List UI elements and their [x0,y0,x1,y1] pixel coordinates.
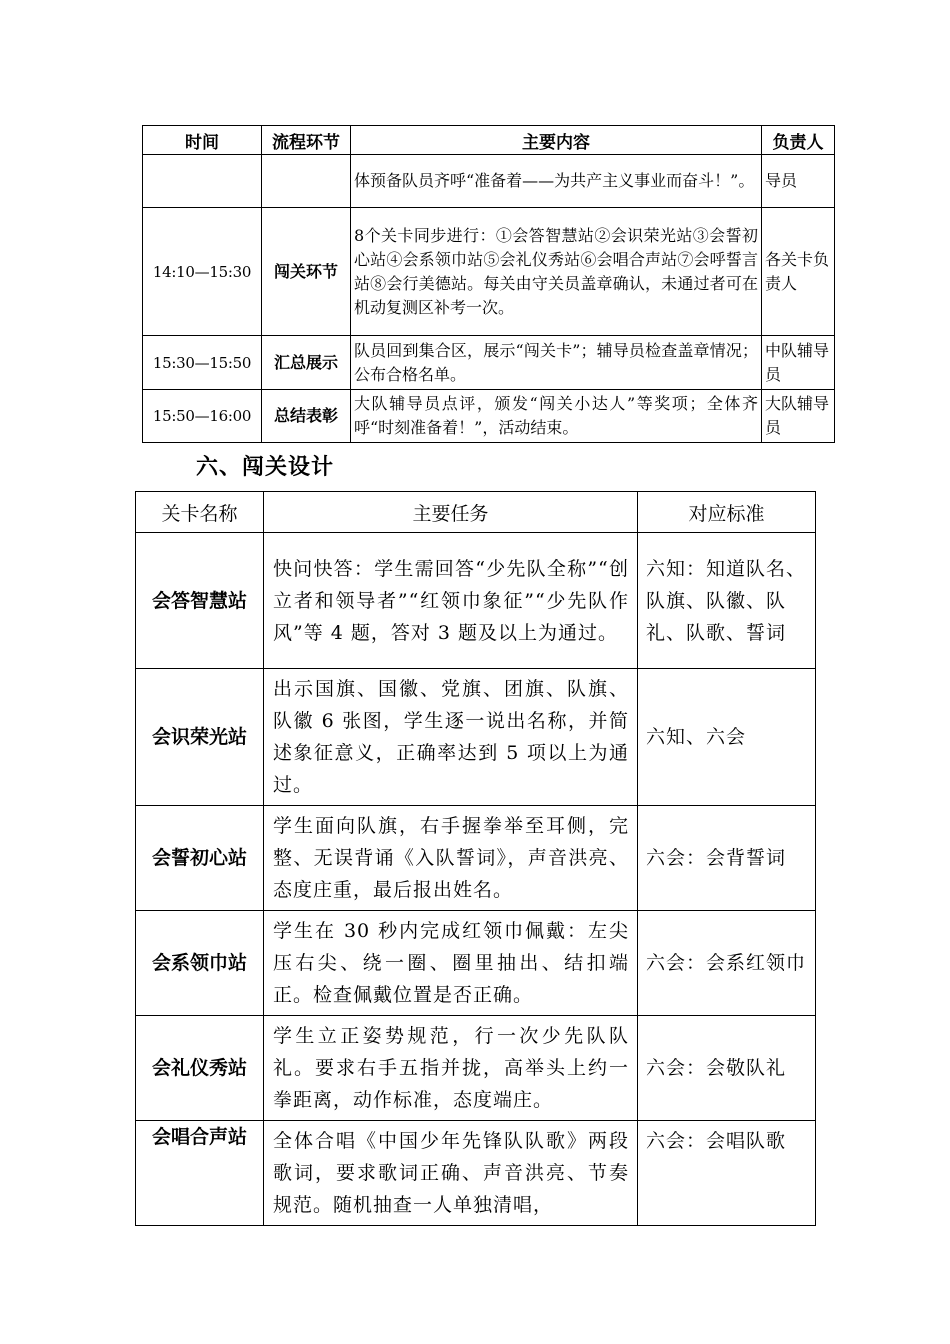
checkpoint-design-table [135,491,816,1226]
row-step: 总结表彰 [262,390,351,443]
station-name: 会礼仪秀站 [136,1016,264,1121]
station-name: 会系领巾站 [136,911,264,1016]
table-row [136,533,816,669]
station-standard: 六会：会敬队礼 [638,1016,816,1121]
table-row [136,669,816,806]
table-row [136,1016,816,1121]
row-time: 15:50—16:00 [143,390,262,443]
schedule-header-row [143,126,835,155]
header-standard: 对应标准 [638,492,816,533]
station-name: 会识荣光站 [136,669,264,806]
station-name: 会誓初心站 [136,806,264,911]
row-step: 闯关环节 [262,208,351,336]
row-step: 汇总展示 [262,336,351,390]
station-task: 学生在 30 秒内完成红领巾佩戴：左尖压右尖、绕一圈、圈里抽出、结扣端正。检查佩戴位置是否正确。 [264,911,638,1016]
row-content: 8个关卡同步进行：①会答智慧站②会识荣光站③会誓初心站④会系领巾站⑤会礼仪秀站⑥会唱合声站⑦会呼誓言站⑧会行美德站。每关由守关员盖章确认，未通过者可在机动复测区补考一次。 [351,208,762,336]
row-content: 大队辅导员点评，颁发“闯关小达人”等奖项；全体齐呼“时刻准备着！”，活动结束。 [351,390,762,443]
station-standard: 六知：知道队名、队旗、队徽、队礼、队歌、誓词 [638,533,816,669]
table-row [143,390,835,443]
station-standard: 六会：会唱队歌 [638,1121,816,1226]
schedule-table [142,125,835,443]
header-time: 时间 [143,126,262,155]
row-time: 15:30—15:50 [143,336,262,390]
table-row [143,336,835,390]
station-standard: 六知、六会 [638,669,816,806]
header-station: 关卡名称 [136,492,264,533]
table-row [143,155,835,208]
table-row [136,806,816,911]
station-task: 全体合唱《中国少年先锋队队歌》两段歌词，要求歌词正确、声音洪亮、节奏规范。随机抽查一人单独清唱， [264,1121,638,1226]
header-task: 主要任务 [264,492,638,533]
section-heading: 六、闯关设计 [196,455,335,480]
station-task: 出示国旗、国徽、党旗、团旗、队旗、队徽 6 张图，学生逐一说出名称，并简述象征意义，正确率达到 5 项以上为通过。 [264,669,638,806]
design-header-row [136,492,816,533]
station-name: 会唱合声站 [136,1121,264,1226]
station-task: 快问快答：学生需回答“少先队全称”“创立者和领导者”“红领巾象征”“少先队作风”等 4 题，答对 3 题及以上为通过。 [264,533,638,669]
table-row [143,208,835,336]
row-owner: 各关卡负责人 [762,208,835,336]
header-content: 主要内容 [351,126,762,155]
table-row [136,1121,816,1226]
station-task: 学生立正姿势规范，行一次少先队队礼。要求右手五指并拢，高举头上约一拳距离，动作标准，态度端庄。 [264,1016,638,1121]
row-time [143,155,262,208]
row-content: 队员回到集合区，展示“闯关卡”；辅导员检查盖章情况；公布合格名单。 [351,336,762,390]
station-standard: 六会：会背誓词 [638,806,816,911]
header-owner: 负责人 [762,126,835,155]
row-time: 14:10—15:30 [143,208,262,336]
row-owner: 中队辅导员 [762,336,835,390]
row-owner: 大队辅导员 [762,390,835,443]
header-step: 流程环节 [262,126,351,155]
station-task: 学生面向队旗，右手握拳举至耳侧，完整、无误背诵《入队誓词》，声音洪亮、态度庄重，最后报出姓名。 [264,806,638,911]
station-name: 会答智慧站 [136,533,264,669]
row-owner: 导员 [762,155,835,208]
row-content: 体预备队员齐呼“准备着——为共产主义事业而奋斗！”。 [351,155,762,208]
station-standard: 六会：会系红领巾 [638,911,816,1016]
row-step [262,155,351,208]
table-row [136,911,816,1016]
